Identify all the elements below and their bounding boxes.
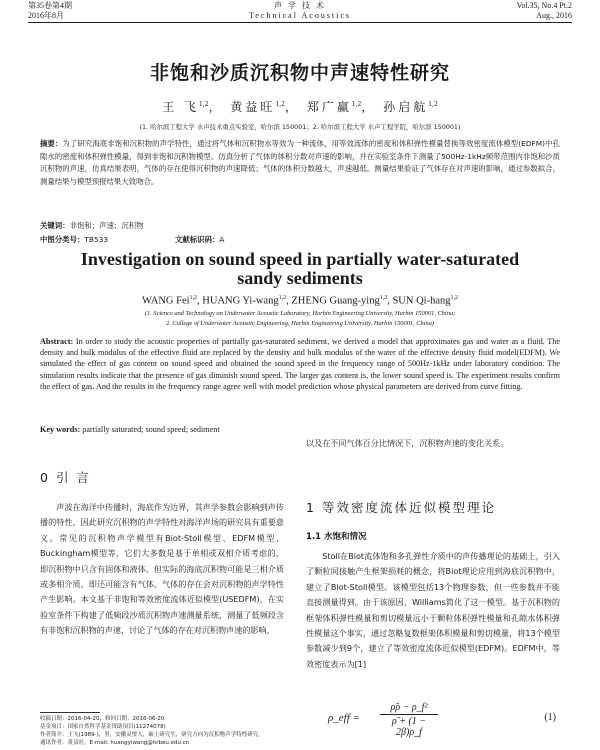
abstract-label-cn: 摘要： <box>40 139 63 148</box>
publication-date: 2016年8月 <box>28 11 64 20</box>
paper-title-cn: 非饱和沙质沉积物中声速特性研究 <box>149 62 450 84</box>
volume-issue-en: Vol.35, No.4 Pt.2 <box>516 1 572 10</box>
affiliation-cn: (1. 哈尔滨工程大学 水声技术重点实验室，哈尔滨 150001；2. 哈尔滨工程大学 水声工程学院，哈尔滨 150001) <box>139 123 461 131</box>
author-name: 黄益旺 <box>230 100 276 114</box>
journal-name <box>28 1 572 21</box>
equation-denominator: ρ̃ + (1 − 2β)ρ_f <box>391 716 427 738</box>
section-number: 0 <box>40 470 50 485</box>
paper-title-en: Investigation on sound speed in partially water-saturated sandy sediments <box>80 249 520 288</box>
affiliation-en-1: (1. Science and Technology on Underwater Acoustic Laboratory, Harbin Engineering University, Harbin 150001, China; <box>144 310 456 317</box>
author-name-en: WANG Fei <box>141 295 190 307</box>
keywords-text-en: partially saturated; sound speed; sediment <box>82 425 220 434</box>
author-affil-mark: 1,2 <box>428 101 438 108</box>
intro-paragraph-continued: 以及在不同气体百分比情况下，沉积物声速的变化关系。 <box>306 438 509 448</box>
running-header <box>28 0 572 23</box>
subsection-heading: 1.1 水饱和情况 <box>306 532 367 542</box>
footnote-author: 作者简介：王飞(1989-)，男，安徽灵璧人，硕士研究生，研究方向为沉积物声学特性研究。 <box>40 732 264 738</box>
publication-date-en: Aug., 2016 <box>536 11 572 20</box>
footnote-received: 收稿日期：2016-04-20；修回日期：2016-06-20 <box>40 716 165 722</box>
keywords-cn <box>40 220 560 231</box>
equation-lhs: ρ_eff = <box>328 712 360 724</box>
footnote-contact: 通讯作者：黄益旺，E-mail: huangyiwang@hrbeu.edu.cn <box>40 740 190 746</box>
journal-name-en: Technical Acoustics <box>248 11 352 20</box>
intro-paragraph: 声波在海洋中传播时，海底作为边界，其声学参数会影响到声传播的特性，因此研究沉积物的声学特性对海洋声场的研究具有重要意义。常见的沉积物声学模型有Biot-Stoll模型、EDFM模型、Buckingham模型等，它们大多数是基于单相或双相介质考虑的，即沉积物中只含有固体和液体。但实际的海底沉积物可能是三相介质或多相介质，即还可能含有气体，气体的存在会对沉积物的声学特性产生影响。本文基于非饱和等效密度流体近似模型(USEDFM)，在实验室条件下构建了低频段沙质沉积物声速测量系统，测量了低频段含有非饱和沉积物的声速，讨论了气体的存在对沉积物声速的影响， <box>40 502 284 636</box>
abstract-cn <box>40 138 560 188</box>
author-name: 王 飞 <box>162 100 200 114</box>
theory-paragraph: Stoll在Biot流体饱和多孔弹性介质中的声传播理论的基础上，引入了颗粒间接触产生框架损耗的概念，将Biot理论应用到海底沉积物中，建立了Biot-Stoll模型。该模型包括13个物理参数，但一些参数并不能直接测量得到。由于该原因，Williams简化了这一模型。基于沉积物的框架体积弹性模量和剪切模量远小于颗粒体积弹性模量和孔隙水体积弹性模量这个事实，通过忽略复数框架体积模量和剪切模量，将13个模型参数减少到9个，建立了等效密度流体近似模型(EDFM)。EDFM中，等效密度表示为[1] <box>306 551 560 669</box>
author-name-en: ZHENG Guang-ying <box>291 295 380 307</box>
journal-volume-info-en <box>517 1 572 21</box>
footnotes <box>40 715 290 747</box>
abstract-label-en: Abstract: <box>40 337 74 346</box>
author-list-en: WANG Fei$^{1,2}$, HUANG Yi-wang$^{1,2}$, ZHENG Guang-ying$^{1,2}$, SUN Qi-hang$^{1,2}$ <box>141 295 458 307</box>
abstract-en <box>40 336 560 392</box>
keywords-en <box>40 425 560 434</box>
author-affil-mark-en: 1,2 <box>450 295 458 301</box>
equation-1 <box>306 700 560 742</box>
classification-line <box>40 234 560 245</box>
doc-code-value: A <box>219 235 225 244</box>
author-affil-mark: 1,2 <box>351 101 362 108</box>
author-affil-mark-en: 1,2 <box>379 295 388 301</box>
class-number-label: 中图分类号： <box>40 235 85 244</box>
section-title: 引 言 <box>55 470 91 485</box>
footnote-divider <box>40 712 100 713</box>
volume-issue: 第35卷第4期 <box>28 1 72 10</box>
section-number: 1 <box>306 500 316 515</box>
keywords-label-cn: 关键词： <box>40 221 70 230</box>
author-affil-mark: 1,2 <box>275 101 285 108</box>
author-name: 郑广赢 <box>306 100 352 114</box>
section-heading-theory <box>306 498 496 516</box>
author-affil-mark-en: 1,2 <box>278 295 287 301</box>
equation-numerator: ρ̃ρ − ρ_f² <box>380 702 438 715</box>
abstract-text-cn: 为了研究海底非饱和沉积物的声学特性，通过将气体和沉积物水等效为一种流体，用等效流体的密度和体积弹性模量替换等效密度流体模型(EDFM)中孔隙水的密度和体积弹性模量，得到非饱和沉积物模型。仿真分析了气体的体积分数对声速的影响，并在实验室条件下测量了500Hz-1kHz频带范围内非饱和沙质沉积物的声速，仿真结果表明，气体的存在使得沉积物的声速降低；气体的体积分数越大，声速越低。测量结果验证了气体存在对声速的影响，通过参数拟合，测量结果与模型预报结果大致吻合。 <box>40 139 560 186</box>
author-affil-mark-en: 1,2 <box>189 295 198 301</box>
equation-number: (1) <box>544 712 556 723</box>
author-name-en: HUANG Yi-wang <box>202 295 279 307</box>
affiliation-en-2: 2. College of Underwater Acoustic Engineering, Harbin Engineering University, Harbin 150001, China) <box>165 320 435 327</box>
section-heading-intro <box>40 468 91 486</box>
author-list-cn: 王 飞$^{1,2}$， 黄益旺$^{1,2}$， 郑广赢$^{1,2}$， 孙启航$^{1,2}$ <box>162 100 438 114</box>
class-number-value: TB533 <box>84 235 109 244</box>
author-name: 孙启航 <box>383 100 429 114</box>
footnote-fund: 基金项目：国家自然科学基金资助项目(11274078) <box>40 724 166 730</box>
author-name-en: SUN Qi-hang <box>392 295 451 307</box>
abstract-text-en: In order to study the acoustic properties of partially gas-saturated sediment, we derived a model that approximates gas and water as a fluid. The density and bulk modulus of the effective fluid are replaced by the density and bulk modulus of the water of the effective density fluid model(EDFM). We simulated the effect of gas content on sound speed and obtained the sound speed in the frequency range of 500Hz-1kHz under laboratory condition. The simulation results indicate that the presence of gas diminish sound speed. The larger gas content is, the lower sound speed is. The experiment results confirm the effect of gas. And the results in the frequency range agree well with model prediction whose physical parameters are derived from curve fitting. <box>40 337 560 391</box>
doc-code-label: 文献标识码： <box>175 235 220 244</box>
journal-name-cn: 声 学 技 术 <box>274 1 326 10</box>
keywords-label-en: Key words: <box>40 425 81 434</box>
keywords-text-cn: 非饱和；声速；沉积物 <box>69 221 144 230</box>
equation-fraction <box>380 702 438 738</box>
author-affil-mark: 1,2 <box>199 101 209 108</box>
section-title: 等效密度流体近似模型理论 <box>321 500 496 515</box>
